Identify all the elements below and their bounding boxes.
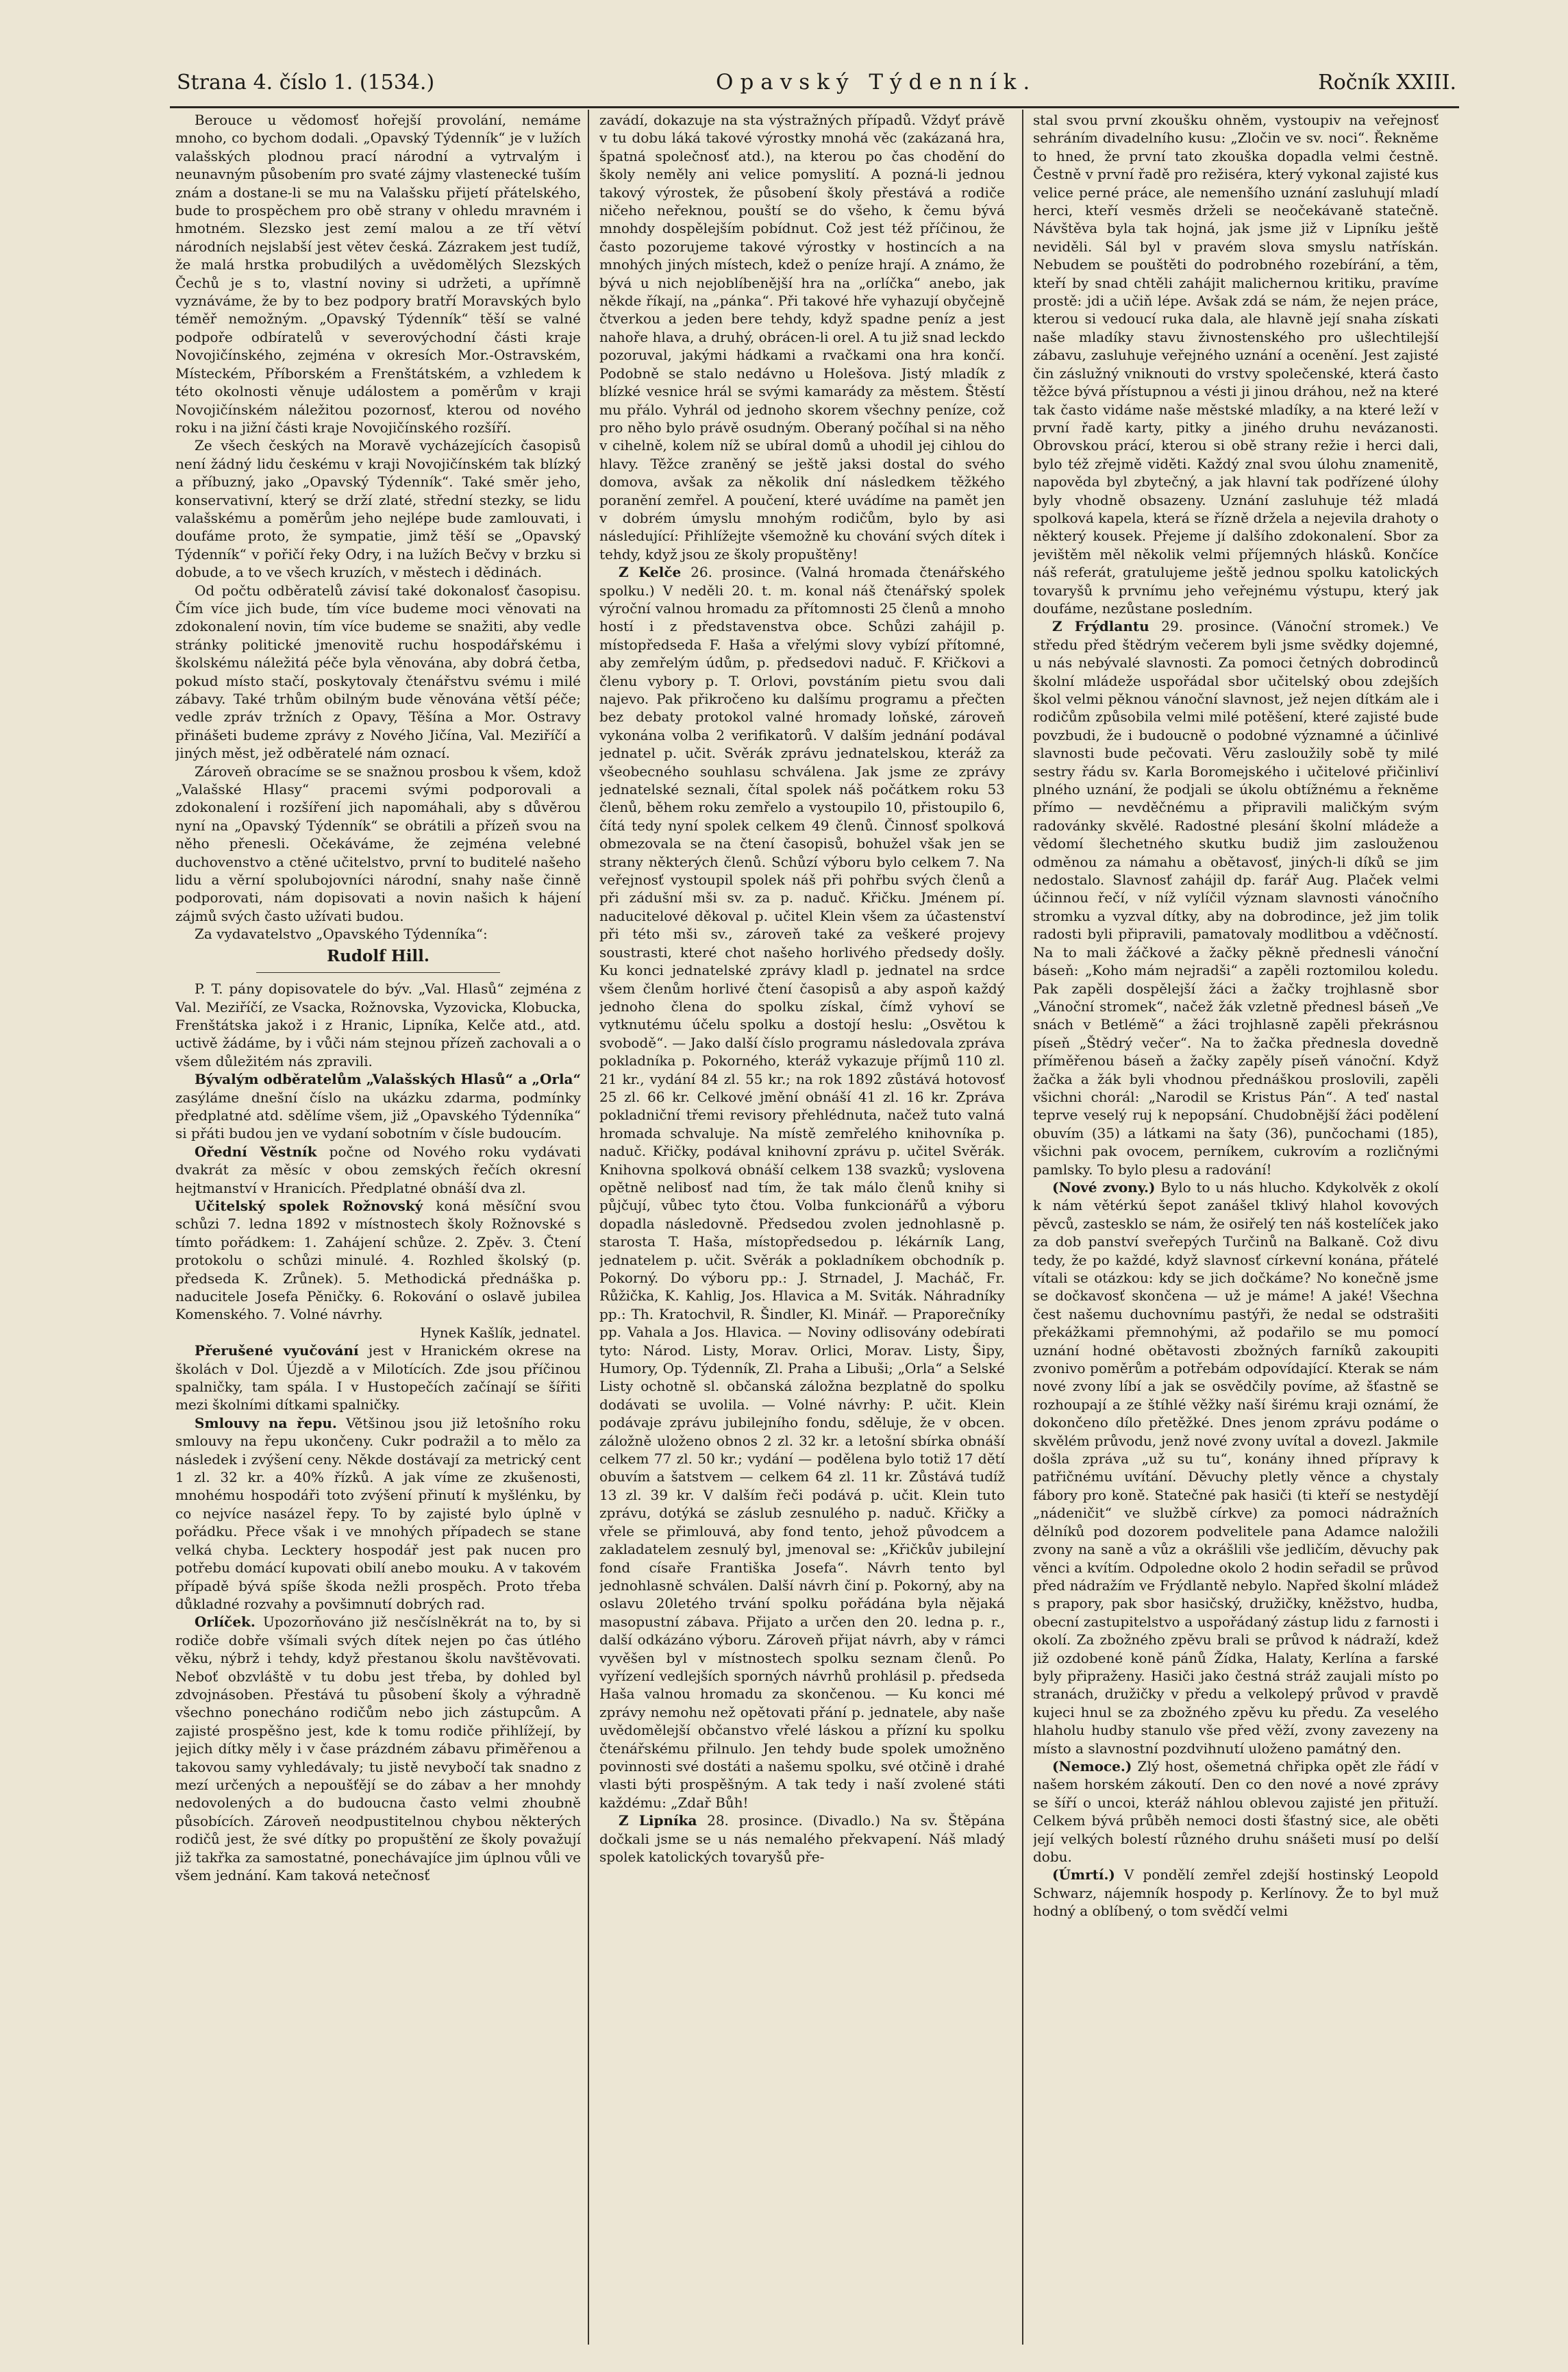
report-paragraph bbox=[1033, 1178, 1439, 1757]
notice-paragraph: P. T. pány dopisovatele do býv. „Val. Hlasů“ zejména z Val. Meziříčí, ze Vsacka, Rožnovska, Vyzovicka, Klobucka, Frenštátska jakož i z Hranic, Lipníka, Kelče atd., atd. uctivě žádáme, by i vůči nám stejnou přízeň zachovali a o všem důležitém nás zpravili. bbox=[175, 980, 581, 1070]
closing-line: Za vydavatelstvo „Opavského Týdenníka“: bbox=[195, 926, 488, 943]
report-text: V pondělí zemřel zdejší hostinský Leopold Schwarz, nájemník hospody p. Kerlínovy. Že to byl muž hodný a oblíbený, o tom svědčí velmi bbox=[1033, 1866, 1439, 1920]
article-paragraph: Od počtu odběratelů závisí také dokonalosť časopisu. Čím více jich bude, tím více budeme moci věnovati na zdokonalení novin, tím více budeme se snažiti, aby vedle stránky politické jmenovitě ruchu hospodářskému i školskému náležitá péče byla věnována, aby dobrá četba, pokud místo stačí, poskytovaly čtenářstvu svému i milé zábavy. Také trhům obilným bude věnována větší péče; vedle zpráv tržních z Opavy, Těšína a Mor. Ostravy přinášeti budeme zprávy z Nového Jičína, Val. Meziříčí a jiných měst, jež odběratelé nám oznací. bbox=[175, 582, 581, 762]
report-paragraph bbox=[1033, 1757, 1439, 1866]
report-heading: (Nemoce.) bbox=[1052, 1757, 1132, 1775]
report-text: Zlý host, ošemetná chřipka opět zle řádí v našem horském zákoutí. Den co den nové a nové zprávy se šíří o uncoi, kteráž náhlou oblevou zajisté jen přituží. Celkem bývá průběh nemoci dosti šťastný sice, ale oběti její velkých bolestí různého druhu snášeti musí po delší dobu. bbox=[1033, 1757, 1439, 1865]
notice-heading: Bývalým odběratelům „Valašských Hlasů“ a „Orla“ bbox=[195, 1071, 581, 1088]
report-text: 26. prosince. (Valná hromada čtenářského spolku.) V neděli 20. t. m. konal náš čtenářský spolek výroční valnou hromadu za přítomnosti 25 členů a mnoho hostí i z představenstva obce. Schůzi zahájil p. místopředseda F. Haša a vřelými slovy vybízí přítomné, aby zemřelým údům, p. předsedovi naduč. F. Křičkovi a členu vybory p. T. Orlovi, povstáním pietu svou dali najevo. Pak přikročeno ku dalšímu programu a přečten bez debaty protokol valné hromady loňské, zároveň vykonána volba 2 verifikatorů. V dalším jednání podával jednatel p. učit. Svěrák zprávu jednatelskou, kteráž za všeobecného souhlasu schválena. Jak jsme ze zprávy jednatelské seznali, čítal spolek náš počátkem roku 53 členů, během roku zemřelo a vystoupilo 10, přistoupilo 6, čítá tedy nyní spolek celkem 49 členů. Činnosť spolková obmezovala se na čtení časopisů, bohužel však jen se strany některých členů. Schůzí výboru bylo celkem 7. Na veřejnosť vystoupil spolek náš při pohřbu svých členů a při zádušní mši sv. za p. naduč. Křičku. Jménem pí. naducitelové děkoval p. učitel Klein všem za účastenství při této mši sv., zároveň také za veškeré projevy soustrasti, které chot našeho horlivého předsedy došly. Ku konci jednatelské zprávy kladl p. jednatel na srdce všem členům horlivé čtení časopisů a aby aspoň každý jednoho člena do spolku získal, čímž vyhoví se vytknutému účelu spolku a dostojí heslu: „Osvětou k svobodě“. — Jako další číslo programu následovala zpráva pokladníka p. Pokorného, kteráž vykazuje příjmů 110 zl. 21 kr., vydání 84 zl. 55 kr.; na rok 1892 zůstává hotovosť 25 zl. 66 kr. Celkové jmění obnáší 41 zl. 16 kr. Zpráva pokladniční třemi revisory přehlédnuta, načež tuto valná hromada schvaluje. Na místě zemřelého knihovníka p. naduč. Křičky, podával knihovní zprávu p. učitel Svěrák. Knihovna spolková obnáší celkem 138 svazků; vyslovena opětně nelibosť nad tím, že tak málo členů knihy si půjčují, vůbec tyto čtou. Volba funkcionářů a výboru dopadla následovně. Předsedou zvolen jednohlasně p. starosta T. Haša, místopředsedou p. lékárník Lang, jednatelem p. učit. Svěrák a pokladníkem obchodník p. Pokorný. Do výboru pp.: J. Strnadel, J. Macháč, Fr. Růžička, K. Kahlig, Jos. Hlavica a M. Sviták. Náhradníky pp.: Th. Kratochvil, R. Šindler, Kl. Minář. — Praporečníky pp. Vahala a Jos. Hlavica. — Noviny odlisovány odebírati tyto: Národ. Listy, Morav. Orlici, Morav. Listy, Šipy, Humory, Op. Týdenník, Zl. Praha a Libuši; „Orla“ a Selské Listy ochotně sl. občanská záložna bezplatně do spolku dodávati se uvolila. — Volné návrhy: P. učit. Klein podávaje zprávu jubilejního fondu, sděluje, že v obcen. záložně uloženo obnos 2 zl. 32 kr. a letošní sbírka obnáší celkem 77 zl. 50 kr.; vydání — podělena bylo totiž 17 dětí obuvím a šatstvem — celkem 64 zl. 11 kr. Zůstává tudíž 13 zl. 39 kr. V dalším řeči podává p. učit. Klein tuto zprávu, dotýká se záslub zesnulého p. naduč. Křičky a vřele se přimlouvá, aby fond tento, jehož původcem a zakladatelem zesnulý byl, jmenoval se: „Křičkův jubilejní fond císaře Františka Josefa“. Návrh tento byl jednohlasně schválen. Další návrh činí p. Pokorný, aby na oslavu 20letého trvání spolku pořádána byla nějaká masopustní zábava. Přijato a určen den 20. ledna p. r., další odkázáno výboru. Zároveň přijat návrh, aby v rámci vyvěšen byl v místnostech spolku seznam členů. Po vyřízení vedlejších sporných návrhů prohlásil p. předseda Haša valnou hromadu za skončenou. — Ku konci mé zprávy nemohu než opětovati přání p. jednatele, aby naše uvědomělejší občanstvo vřelé láskou a přízní ku spolku čtenářskému přilnulo. Jen tehdy bude spolek umožněno povinnosti své dostáti a našemu spolku, své otčině i drahé vlasti býti prospěšným. A tak tedy i naší zvolené státi každému: „Zdař Bůh! bbox=[599, 564, 1005, 1811]
report-paragraph bbox=[599, 563, 1005, 1812]
report-text: 29. prosince. (Vánoční stromek.) Ve středu před štědrým večerem byli jsme svědky dojemné, u nás nebývalé slavnosti. Za pomoci četných dobrodinců školní mládeže uspořádal sbor učitelský obou zdejších škol velmi pěknou vánoční slavnost, jež nejen dítkám ale i rodičům způsobila velmi milé potěšení, které zajisté bude povzbudi, že i budoucně o podobné významné a účinlivé slavnosti bude pečovati. Věru zasloužily sobě ty milé sestry řádu sv. Karla Boromejského i učitelové přičinliví plného uznání, že podjali se úkolu obtížnému a řekněme přímo — nevděčnému a připravili maličkým svým radovánky skvělé. Radostné plesání školní mládeže a vědomí šlechetného skutku budiž jim zaslouženou odměnou za námahu a obětavosť, jiných-li díků se jim nedostalo. Slavnosť zahájil dp. farář Aug. Plaček velmi účinnou řečí, v níž vylíčil význam slavnosti vánočního stromku a vyzval dítky, aby na dobrodince, jež jim tolik radosti byli připravili, pamatovaly modlitbou a vděčností. Na to mali žáčkové a žačky pěkně přednesli vánoční báseň: „Koho mám nejradši“ a zapěli roztomilou koledu. Pak zapěli dospělejší žáci a žačky trojhlasně sbor „Vánoční stromek“, načež žák vzletně přednesl báseň „Ve snách v Betlémě“ a žáci trojhlasně zapěli překrásnou píseň „Štědrý večer“. Na to žačka přednesla dovedně příměřenou báseň a žačky zapěly píseň vánoční. Když žačka a žák byli vhodnou přednáškou proslovili, zapěli všichni chorál: „Narodil se Kristus Pán“. A teď nastal teprve veselý ruj k nepopsání. Chudobnější žáci podělení obuvím (35) a látkami na šaty (36), punčochami (185), všichni pak ovocem, perníkem, cukrovím a rozličnými pamlsky. To bylo plesu a radování! bbox=[1033, 618, 1439, 1178]
notice-heading: Učitelský spolek Rožnovský bbox=[195, 1197, 423, 1214]
report-paragraph bbox=[599, 1812, 1005, 1866]
report-heading: Z Frýdlantu bbox=[1052, 618, 1149, 635]
notice-paragraph bbox=[175, 1143, 581, 1197]
notice-paragraph bbox=[175, 1613, 581, 1884]
notice-text: koná měsíční svou schůzi 7. ledna 1892 v místnostech školy Rožnovské s tímto pořádkem: 1. Zahájení schůze. 2. Zpěv. 3. Čtení protokolu o schůzi minulé. 4. Rozhled školský (p. předseda K. Zrůnek). 5. Methodická přednáška p. naducitele Josefa Pěničky. 6. Rokování o oslavě jubilea Komenského. 7. Volné návrhy. bbox=[175, 1197, 581, 1323]
notice-signature: Hynek Kašlík, jednatel. bbox=[420, 1324, 581, 1341]
article-paragraph: zavádí, dokazuje na sta výstražných případů. Vždyť právě v tu dobu láká takové výrostky mnohá věc (zakázaná hra, špatná společnosť atd.), na kterou po čas chodění do školy neměly ani velice pomyslití. A pozná-li jednou takový výrostek, že působení školy přestává a rodiče ničeho neřeknou, pouští se do všeho, k čemu bývá mnohdy dospělejším pobídnut. Což jest též příčinou, že často pozorujeme takové výrostky v hostincích a na mnohých jiných místech, kdež o peníze hrají. A známo, že bývá u nich nejoblíbenější hra na „orlíčka“ anebo, jak někde říkají, na „pánka“. Při takové hře vyhazují obyčejně čtverkou a jeden bere tehdy, když spadne peníz a jest nahoře hlava, a druhý, obrácen-li orel. A tu již snad leckdo pozoruval, jakými hádkami a rvačkami ona hra končí. Podobně se stalo nedávno u Holešova. Jistý mladík z blízké vesnice hrál se svými kamarády za městem. Štěstí mu přálo. Vyhrál od jednoho skorem všechny peníze, což pro něho bylo právě osudným. Oberaný počíhal si na něho v cihelně, kolem níž se ubíral domů a uhodil jej cihlou do hlavy. Těžce zraněný se ještě jaksi dostal do svého domova, avšak za několik dní následkem těžkého poranění zemřel. A poučení, které uvádíme na pamět jen v dobrém úmyslu mnohým rodičům, bylo by asi následující: Přihlížejte všemožně ku chování svých dítek i tehdy, když jsou ze školy propuštěny! bbox=[599, 112, 1005, 563]
page-header bbox=[177, 59, 1456, 95]
page-number: Strana 4. číslo 1. (1534.) bbox=[177, 71, 435, 95]
notice-paragraph bbox=[175, 1342, 581, 1414]
notice-paragraph bbox=[175, 1414, 581, 1613]
header-rule bbox=[170, 106, 1459, 108]
article-paragraph: Berouce u vědomosť hořejší provolání, nemáme mnoho, co bychom dodali. „Opavský Týdenník“ je v lužích valašských plodnou prací národní a vytrvalým i neunavným působením pro svaté zájmy vlastenecké tuším znám a dostane-li se mu na Valašsku přijetí přátelského, bude to prospěchem pro obě strany v ohledu mravném i hmotném. Slezsko jest zemí malou a ze tří větví národních nejslabší jest větev česká. Zázrakem jest tudíž, že malá hrstka probudilých a uvědomělých Slezských Čechů je s to, vlastní noviny si udržeti, a upřímně vyznáváme, že by to bez podpory bratří Moravských bylo téměř nemožným. „Opavský Týdenník“ těší se valné podpoře odbíratelů v severovýchodní části kraje Novojičínského, zejména v okresích Mor.-Ostravském, Místeckém, Příborském a Frenštátském, a vzhledem k této okolnosti věnuje událostem a poměrům v kraji Novojičínském náležitou pozornosť, kterou od nového roku i na jižní části kraje Novojičínského rozšíří. bbox=[175, 112, 581, 436]
signature: Rudolf Hill. bbox=[327, 946, 430, 965]
column-3 bbox=[1033, 111, 1439, 2338]
notice-text: Upozorňováno již nesčíslněkrát na to, by si rodiče dobře všímali svých dítek nejen po čas útlého věku, nýbrž i tehdy, když přestanou školu navštěvovati. Neboť obzvláště v tu dobu jest třeba, by dohled byl zdvojnásoben. Přestává tu působení školy a výhradně všechno ponecháno rodičům nebo jich zástupcům. A zajisté prospěšno jest, kde k tomu rodiče přihlížejí, by jejich dítky měly i v čase prázdném zábavu přiměřenou a takovou samy vyhledávaly; tu jistě nevybočí tak snadno z mezí určených a nepoušťějí se do zábav a her mnohdy nedovolených a do budoucna často velmi zhoubně působících. Zároveň neodpustitelnou chybou některých rodičů jest, že své dítky po propuštění ze školy považují již takřka za samostatné, ponechávajíce jim úplnou vůli ve všem jednání. Kam taková netečnosť bbox=[175, 1614, 581, 1883]
report-paragraph bbox=[1033, 617, 1439, 1178]
notice-text: Většinou jsou již letošního roku smlouvy na řepu ukončeny. Cukr podražil a to mělo za následek i zvýšení ceny. Někde dostávají za metrický cent 1 zl. 32 kr. a 40% řízků. A jak víme ze zkušenosti, mnohému hospodáři toto zvýšení přinutí k myšlénku, by co nejvíce nasázel řepy. To by zajisté bylo úplně v pořádku. Přece však i ve mnohých případech se stane velká chyba. Lecktery hospodář jest pak nucen pro potřebu domácí kupovati obilí anebo mouku. A v takovém případě bývá spíše škoda nežli prospěch. Proto třeba důkladné rozvahy a povšimnutí dobrých rad. bbox=[175, 1414, 581, 1612]
article-paragraph: Zároveň obracíme se se snažnou prosbou k všem, kdož „Valašské Hlasy“ pracemi svými podporovali a zdokonalení i rozšíření jich napomáhali, aby s důvěrou nyní na „Opavský Týdenník“ se obrátili a přízeň svou na něho přenesli. Očekáváme, že zejména velebné duchovenstvo a ctěné učitelstvo, první to buditelé našeho lidu a věrní spolubojovníci národní, snahy naše činně podporovati, nám dopisovati a novin našich k hájení zájmů svých často užívati budou. bbox=[175, 763, 581, 924]
notice-text: zasýláme dnešní číslo na ukázku zdarma, podmínky předplatné atd. sdělíme všem, již „Opavského Týdenníka“ si přáti budou jen ve vydaní sobotním v čísle budoucím. bbox=[175, 1089, 581, 1142]
notice-heading: Přerušené vyučování bbox=[195, 1342, 359, 1359]
notice-heading: Orlíček. bbox=[195, 1614, 256, 1631]
report-text: 28. prosince. (Divadlo.) Na sv. Štěpána dočkali jsme se u nás nemalého překvapení. Náš mladý spolek katolických tovaryšů pře- bbox=[599, 1812, 1005, 1865]
notice-text: jest v Hranickém okrese na školách v Dol. Újezdě a v Milotících. Zde jsou příčinou spalničky, tam spála. I v Hustopečích začínají se šířiti mezi školními dítkami spalničky. bbox=[175, 1342, 581, 1413]
newspaper-title: Opavský Týdenník. bbox=[716, 70, 1037, 95]
column-2 bbox=[599, 111, 1005, 2338]
report-text: Bylo to u nás hlucho. Kdykolvěk z okolí k nám větérkú šepot zanášel tklivý hlahol kovových pěvců, zastesklo se nám, že osiřelý ten náš kostelíček jako za dob panství sveřepých Turčinů na Balkaně. Což divu tedy, že po každé, když slavnosť církevní konána, přátelé vítali se otázkou: kdy se jich dočkáme? No konečně jsme se dočkavosť skončena — už je máme! A jaké! Všechna čest našemu duchovnímu pastýři, že nedal se odstrašiti překážkami přemnohými, až podařilo se mu pomocí uznání hodné obětavosti zbožných farníků zakoupiti zvonivo poměrům a potřebám odpovídající. Kterak se nám nové zvony líbí a jak se osvědčily povíme, až šťastně se rozhoupají a ze štíhlé věžky naší širému kraji oznámí, že dokončeno dílo přetěžké. Dnes jenom zprávu podáme o skvělém průvodu, jenž nové zvony uvítal a dovezl. Jakmile došla zpráva „už su tu“, konány ihned přípravy k patřičnému uvítání. Děvuchy pletly věnce a chystaly fábory pro koně. Statečné pak hasiči (ti kteří se nestydějí „nádeničit“ ve službě církve) za pomoci nádražních dělníků pod dozorem podvelitele pana Adamce naložili zvony na saně a vůz a okrášlili vše jedličím, děvuchy pak věnci a kvítím. Odpoledne okolo 2 hodin seřadil se průvod před nádražím ve Frýdlantě nebylo. Napřed školní mládež s prapory, pak sbor hasičský, družičky, kněžstvo, hudba, obecní zastupitelstvo a uspořádaný zástup lidu z farnosti i okolí. Za zbožného zpěvu brali se průvod k nádraží, kdež již ozdobené koně pánů Žídka, Halaty, Kerlína a farské byly připraženy. Hasiči jako čestná stráž zaujali místo po stranách, družičky v předu a velkolepý průvod v pravdě kujeci hnul se za zbožného zpěvu ku předu. Za veselého hlaholu hudby stanulo vše před věží, zvony zavezeny na místo a slavnostní pozdvihnutí uloženo památný den. bbox=[1033, 1178, 1439, 1757]
report-paragraph bbox=[1033, 1866, 1439, 1920]
notice-heading: Smlouvy na řepu. bbox=[195, 1414, 337, 1431]
notice-paragraph bbox=[175, 1197, 581, 1324]
report-heading: Z Kelče bbox=[619, 564, 682, 581]
column-1 bbox=[175, 111, 581, 2338]
notice-paragraph bbox=[175, 1070, 581, 1143]
notice-heading: Ořední Věstník bbox=[195, 1143, 317, 1160]
notice-text: počne od Nového roku vydávati dvakrát za měsíc v obou zemských řečích okresní hejtmanství v Hranicích. Předplatné obnáší dva zl. bbox=[175, 1143, 581, 1196]
report-heading: (Úmrtí.) bbox=[1052, 1866, 1115, 1883]
column-divider-2 bbox=[1022, 110, 1023, 2345]
article-paragraph: Ze všech českých na Moravě vycházejících časopisů není žádný lidu českému v kraji Novojičínském tak blízký a příbuzný, jako „Opavský Týdenník“. Také směr jeho, konservativní, který se drží zlaté, střední stezky, se lidu valašskému a poměrům jeho nejlépe bude zamlouvati, i doufáme proto, že sympatie, jimž těší se „Opavský Týdenník“ v pořičí řeky Odry, i na lužích Bečvy v brzku si dobude, a to ve všech kruzích, v městech i dědinách. bbox=[175, 437, 581, 581]
article-paragraph: stal svou první zkoušku ohněm, vystoupiv na veřejnosť sehráním divadelního kusu: „Zločin ve sv. noci“. Řekněme to hned, že první tato zkouška dopadla velmi čestně. Čestně v první řadě pro režiséra, který vykonal zajisté kus velice perné práce, ale nemenšího uznání zasluhují mladí herci, kteří vesměs drželi se neočekávaně statečně. Návštěva byla tak hojná, jak jsme již v Lipníku ještě neviděli. Sál byl v pravém slova smyslu natřískán. Nebudem se pouštěti do podrobného rozebírání, a těm, kteří by snad chtěli zahájit malichernou kritiku, pravíme prostě: jdi a učiň lépe. Avšak zdá se nám, že nejen práce, kterou si vedoucí ruka dala, ale hlavně její snaha získati naše mladíky stavu živnostenského pro ušlechtilejší zábavu, zasluhuje veřejného uznání a ocenění. Jest zajisté čin záslužný vniknouti do vrstvy společenské, která často těžce bývá přístupnou a vésti ji jinou dráhou, než na které tak často vidáme naše městské mladíky, a na které leží v první řadě karty, pitky a jiného druhu nevázanosti. Obrovskou prácí, kterou si obě strany režie i herci dali, bylo též zřejmě viděti. Každý znal svou úlohu znamenitě, napověda byl zbytečný, a jak hlavní tak podřízené úlohy byly vhodně obsazeny. Uznání zasluhuje též mladá spolková kapela, která se řízně držela a nejevila drahoty o některý kousek. Přejeme jí dalšího zdokonalení. Sbor za jevištěm měl několik velmi příjemných hlásků. Končíce náš referát, gratulujeme ještě jednou spolku katolických tovaryšů k prvnímu jeho veřejnému výstupu, který jak doufáme, nezůstane posledním. bbox=[1033, 112, 1439, 617]
report-heading: Z Lipníka bbox=[619, 1812, 697, 1829]
volume-number: Ročník XXIII. bbox=[1318, 71, 1456, 95]
section-separator bbox=[256, 972, 499, 973]
column-divider-1 bbox=[588, 110, 589, 2345]
report-heading: (Nové zvony.) bbox=[1052, 1178, 1156, 1196]
